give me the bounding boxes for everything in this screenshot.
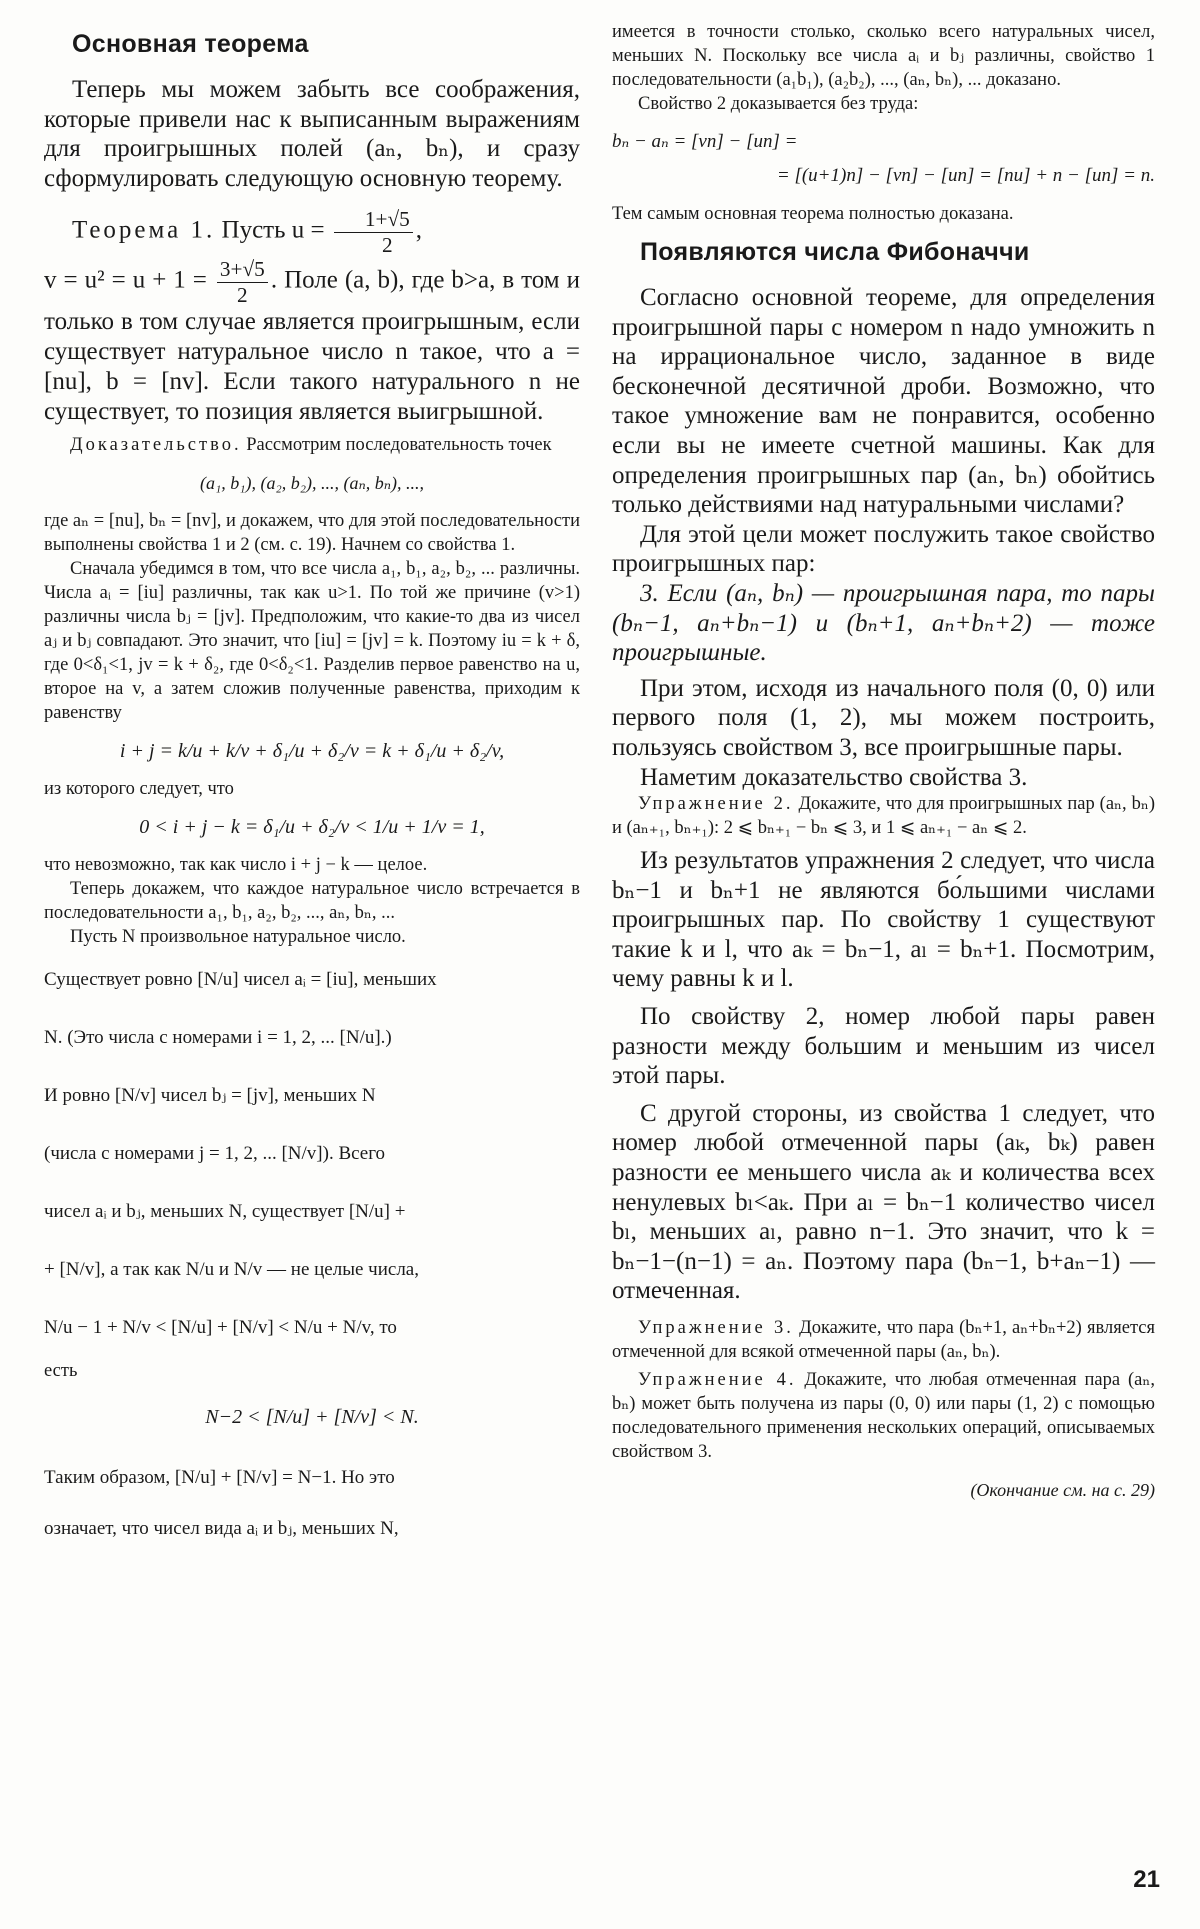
equation-bn-an-2: = [(u+1)n] − [vn] − [un] = [nu] + n − [un] = n. [776, 165, 1155, 186]
equation-2: 0 < i + j − k = δ₁/u + δ₂/v < 1/u + 1/v = 1, [139, 816, 485, 839]
section-heading-fibonacci: Появляются числа Фибоначчи [640, 238, 1030, 266]
right-paragraph-1: имеется в точности столько, сколько всего натуральных чисел, меньших N. Поскольку все числа aᵢ и bⱼ различны, свойство 1 последовательности (a₁b₁), (a₂b₂), ..., (aₙ, bₙ), ... доказано. [612, 22, 1155, 90]
right-paragraph-2: Свойство 2 доказывается без труда: [638, 94, 919, 114]
theorem-body [44, 257, 580, 427]
proof-label: Доказательство. [70, 435, 242, 456]
theorem-u-def: Пусть u = [221, 217, 331, 245]
theorem-label: Теорема 1. [72, 217, 216, 245]
from-which-text: из которого следует, что [44, 779, 234, 800]
exercise-4-label: Упражнение 4. [638, 1370, 797, 1390]
exercise-2-label: Упражнение 2. [638, 794, 794, 815]
fib-paragraph-2: Для этой цели может послужить такое свойство проигрышных пар: [612, 520, 1155, 578]
proof-paragraph-6: Пусть N произвольное натуральное число. [70, 927, 406, 948]
fib-paragraph-1: Согласно основной теореме, для определения проигрышной пары с номером n надо умножить n на иррациональное число, заданное в виде бесконечной десятичной дроби. Возможно, что такое умножение вам не понравится, особенно если вы не имеете счетной машины. Как для определения проигрышных пар (aₙ, bₙ) обойтись только действиями над натуральными числами? [612, 284, 1155, 519]
exercise-3-label: Упражнение 3. [638, 1318, 794, 1338]
exercise-2: Упражнение 2. Докажите, что для проигрышных пар (aₙ, bₙ) и (aₙ₊₁, bₙ₊₁): 2 ⩽ bₙ₊₁ − bₙ ⩽ 3, и 1 ⩽ aₙ₊₁ − aₙ ⩽ 2. [612, 794, 1155, 839]
count-line-g: N/u − 1 + N/v < [N/u] + [N/v] < N/u + N/v, то [44, 1317, 397, 1339]
fib-paragraph-7: По свойству 2, номер любой пары равен разности между большим и меньшим из чисел этой пары. [612, 1003, 1155, 1090]
u-fraction: $\frac{1+√5}{2}$ [334, 207, 413, 257]
equation-bn-an-1: bₙ − aₙ = [vn] − [un] = [612, 131, 798, 152]
section-heading-main-theorem: Основная теорема [72, 30, 309, 58]
proof-paragraph-4: что невозможно, так как число i + j − k — целое. [44, 855, 428, 876]
sequence-formula: (a₁, b₁), (a₂, b₂), ..., (aₙ, bₙ), ..., [199, 473, 425, 494]
theorem-proved-text: Тем самым основная теорема полностью доказана. [612, 204, 1014, 224]
count-line-c: И ровно [N/v] чисел bⱼ = [jv], меньших N [44, 1085, 376, 1107]
v-fraction: $\frac{3+√5}{2}$ [217, 257, 268, 307]
fib-paragraph-4: При этом, исходя из начального поля (0, 0) или первого поля (1, 2), мы можем построить, пользуясь свойством 3, все проигрышные пары. [612, 674, 1155, 761]
intro-paragraph: Теперь мы можем забыть все соображения, которые привели нас к выписанным выражениям для проигрышных полей (aₙ, bₙ), и сразу сформулировать следующую основную теорему. [44, 76, 580, 192]
proof-paragraph-3: Сначала убедимся в том, что все числа a₁, b₁, a₂, b₂, ... различны. Числа aᵢ = [iu] различны, так как u>1. По той же причине (v>1) различны числа bⱼ = [jv]. Предположим, что какие-то два из чисел aⱼ и bⱼ совпадают. Это значит, что [iu] = [jv] = k. Поэтому iu = k + δ, где 0<δ₁<1, jv = k + δ₂, где 0<δ₂<1. Разделив первое равенство на u, второе на v, а затем сложив полученные равенства, приходим к равенству [44, 559, 580, 724]
fib-paragraph-8: С другой стороны, из свойства 1 следует, что номер любой отмеченной пары (aₖ, bₖ) равен разности ее меньшего числа aₖ и количества всех ненулевых bₗ<aₖ. При aₗ = bₙ−1 количество чисел bₗ, меньших aₗ, равно n−1. Это значит, что k = bₙ−1−(n−1) = aₙ. Поэтому пара (bₙ−1, b+aₙ−1) — отмеченная. [612, 1099, 1155, 1305]
fib-paragraph-6: Из результатов упражнения 2 следует, что числа bₙ−1 и bₙ+1 не являются бо́льшими числами проигрышных пар. По свойству 1 существуют такие k и l, что aₖ = bₙ−1, aₗ = bₙ+1. Посмотрим, чему равны k и l. [612, 847, 1155, 993]
exercise-4: Упражнение 4. Докажите, что любая отмеченная пара (aₙ, bₙ) может быть получена из пары (0, 0) или пары (1, 2) с помощью последовательного применения нескольких операций, описываемых свойством 3. [612, 1370, 1155, 1462]
count-line-b: N. (Это числа с номерами i = 1, 2, ... [N/u].) [44, 1027, 392, 1049]
proof-intro: Доказательство. Рассмотрим последовательность точек [70, 435, 552, 456]
page-number: 21 [1133, 1866, 1160, 1893]
count-line-f: + [N/v], а так как N/u и N/v — не целые числа, [44, 1259, 419, 1281]
count-line-e: чисел aᵢ и bⱼ, меньших N, существует [N/u] + [44, 1201, 406, 1223]
property-3: 3. Если (aₙ, bₙ) — проигрышная пара, то пары (bₙ−1, aₙ+bₙ−1) и (bₙ+1, aₙ+bₙ+2) — тоже проигрышные. [612, 579, 1155, 667]
proof-paragraph-5: Теперь докажем, что каждое натуральное число встречается в последовательности a₁, b₁, a₂, b₂, ..., aₙ, bₙ, ... [44, 879, 580, 924]
left-column [44, 20, 580, 1553]
theorem-statement: Теорема 1. Пусть u = $\frac{1+√5}{2}$ , [72, 207, 422, 257]
est-text: есть [44, 1361, 78, 1382]
proof-paragraph-2: где aₙ = [nu], bₙ = [nv], и докажем, что для этой последовательности выполнены свойства 1 и 2 (см. с. 19). Начнем со свойства 1. [44, 511, 580, 556]
continued-note: (Окончание см. на с. 29) [970, 1480, 1155, 1500]
equation-3: N−2 < [N/u] + [N/v] < N. [205, 1406, 419, 1429]
count-line-d: (числа с номерами j = 1, 2, ... [N/v]). Всего [44, 1143, 386, 1165]
equation-1: i + j = k/u + k/v + δ₁/u + δ₂/v = k + δ₁/u + δ₂/v, [119, 740, 505, 763]
count-line-a: Существует ровно [N/u] чисел aᵢ = [iu], меньших [44, 969, 437, 991]
theorem-text: . Поле (a, b), где b>a, в том и только в том случае является проигрышным, если существует натуральное число n такое, что a = [nu], b = [nv]. Если такого натурального n не существует, то позиция является выигрышной. [44, 266, 580, 426]
count-line-i: означает, что чисел вида aᵢ и bⱼ, меньших N, [44, 1518, 399, 1540]
v-def: v = u² = u + 1 = [44, 266, 214, 294]
count-line-h: Таким образом, [N/u] + [N/v] = N−1. Но это [44, 1467, 395, 1489]
fib-paragraph-5: Наметим доказательство свойства 3. [640, 763, 1028, 791]
right-column [612, 20, 1155, 1501]
exercise-3: Упражнение 3. Докажите, что пара (bₙ+1, aₙ+bₙ+2) является отмеченной для всякой отмеченной пары (aₙ, bₙ). [612, 1318, 1156, 1362]
